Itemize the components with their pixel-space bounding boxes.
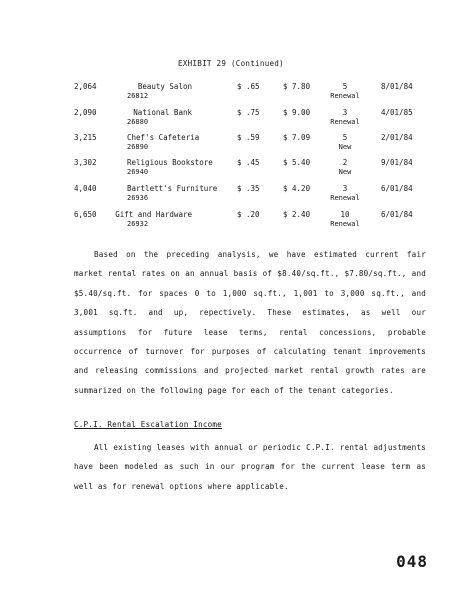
tenant-id: 26890 [127, 143, 149, 151]
lease-type: Renewal [330, 92, 360, 100]
analysis-paragraph [74, 245, 426, 400]
lease-term: 5 [342, 82, 348, 91]
rent-increase: $ .65 [237, 82, 260, 91]
rent-increase: $ .75 [237, 108, 260, 117]
lease-type: New [338, 143, 352, 151]
table-row [0, 133, 462, 159]
lease-term: 5 [342, 133, 348, 142]
table-row [0, 82, 462, 108]
square-feet: 6,650 [74, 210, 97, 219]
annual-rent: $ 2.40 [283, 210, 311, 219]
lease-type: Renewal [330, 220, 360, 228]
lease-date: 8/01/84 [381, 82, 413, 91]
tenant-name: Chef's Cafeteria [127, 133, 200, 142]
lease-date: 2/01/84 [381, 133, 413, 142]
tenant-id: 26812 [127, 92, 149, 100]
paragraph-text: Based on the preceding analysis, we have estimated current fair market rental rates on an annual basis of $8.40/sq.ft., $7.80/sq.ft., and $5.40/sq.ft. for spaces 0 to 1,000 sq.ft., 1,001 to 3,000 sq.ft., and 3,001 sq.ft. and up, repectively. These estimates, as well our assumptions for future lease terms, rental concessions, probable occurrence of turnover for purposes of calculating tenant improvements and releasing commissions and projected market rental growth rates are summarized on the following page for each of the tenant categories. [74, 250, 426, 395]
table-row [0, 108, 462, 134]
tenant-id: 26932 [127, 220, 149, 228]
tenant-name: National Bank [133, 108, 192, 117]
annual-rent: $ 7.80 [283, 82, 311, 91]
lease-term: 3 [342, 108, 348, 117]
annual-rent: $ 7.09 [283, 133, 311, 142]
section-heading: C.P.I. Rental Escalation Income [74, 420, 222, 429]
square-feet: 2,064 [74, 82, 97, 91]
lease-term: 2 [342, 158, 348, 167]
table-row [0, 184, 462, 210]
tenant-id: 26936 [127, 194, 149, 202]
lease-type: New [338, 168, 352, 176]
lease-term: 3 [342, 184, 348, 193]
square-feet: 3,302 [74, 158, 97, 167]
cpi-paragraph [74, 438, 426, 496]
lease-term: 10 [340, 210, 350, 219]
lease-type: Renewal [330, 194, 360, 202]
lease-date: 6/01/84 [381, 210, 413, 219]
tenant-name: Religious Bookstore [127, 158, 213, 167]
table-row [0, 210, 462, 236]
tenant-name: Beauty Salon [137, 82, 192, 91]
rent-increase: $ .59 [237, 133, 260, 142]
lease-date: 9/01/84 [381, 158, 413, 167]
square-feet: 3,215 [74, 133, 97, 142]
square-feet: 4,040 [74, 184, 97, 193]
lease-type: Renewal [330, 118, 360, 126]
annual-rent: $ 5.40 [283, 158, 311, 167]
rent-increase: $ .45 [237, 158, 260, 167]
rent-increase: $ .20 [237, 210, 260, 219]
square-feet: 2,090 [74, 108, 97, 117]
page-number: 048 [396, 552, 428, 571]
tenant-name: Bartlett's Furniture [127, 184, 218, 193]
tenant-id: 26880 [127, 118, 149, 126]
exhibit-title: EXHIBIT 29 (Continued) [178, 59, 284, 68]
tenant-name: Gift and Hardware [115, 210, 192, 219]
paragraph-text: All existing leases with annual or periodic C.P.I. rental adjustments have been modeled as such in our program for the current lease term as well as for renewal options where applicable. [74, 443, 426, 491]
table-row [0, 158, 462, 184]
lease-date: 4/01/85 [381, 108, 413, 117]
annual-rent: $ 4.20 [283, 184, 311, 193]
tenant-id: 26940 [127, 168, 149, 176]
rent-increase: $ .35 [237, 184, 260, 193]
annual-rent: $ 9.00 [283, 108, 311, 117]
lease-date: 6/01/84 [381, 184, 413, 193]
